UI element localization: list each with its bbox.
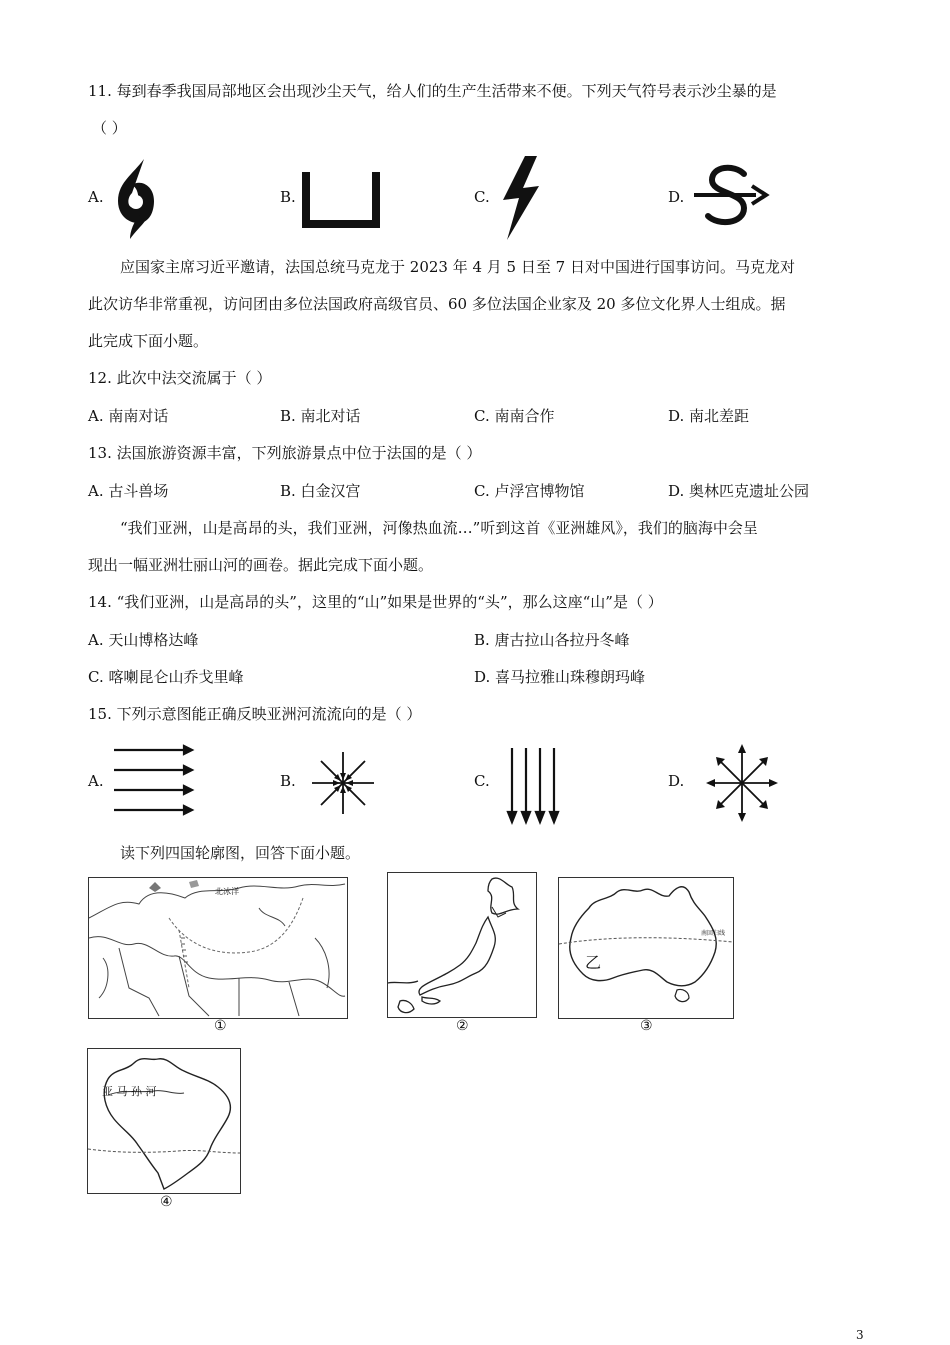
passage1-line3: 此完成下面小题。 bbox=[88, 332, 209, 350]
q12-option-a: A. 南南对话 bbox=[88, 407, 169, 425]
parallel-south-arrows-icon bbox=[506, 746, 562, 822]
q15-option-a-label: A. bbox=[88, 772, 104, 790]
q14-option-a: A. 天山博格达峰 bbox=[88, 631, 199, 649]
q11-stem-line2: （ ） bbox=[92, 119, 127, 137]
passage1-line1: 应国家主席习近平邀请，法国总统马克龙于 2023 年 4 月 5 日至 7 日对中国进行国事访问。马克龙对 bbox=[120, 258, 795, 276]
q11-option-c-label: C. bbox=[474, 188, 490, 206]
q15-stem: 15. 下列示意图能正确反映亚洲河流流向的是（ ） bbox=[88, 705, 422, 723]
passage3-line1: 读下列四国轮廓图，回答下面小题。 bbox=[120, 844, 361, 862]
q12-option-b: B. 南北对话 bbox=[280, 407, 361, 425]
passage2-line1: “我们亚洲，山是高昂的头，我们亚洲，河像热血流…”听到这首《亚洲雄风》，我们的脑海中会呈 bbox=[120, 519, 758, 537]
q14-option-c: C. 喀喇昆仑山乔戈里峰 bbox=[88, 668, 244, 686]
arctic-ocean-label: 北冰洋 bbox=[215, 887, 239, 896]
map1-caption: ① bbox=[214, 1018, 227, 1034]
q15-option-b-label: B. bbox=[280, 772, 296, 790]
q13-stem: 13. 法国旅游资源丰富，下列旅游景点中位于法国的是（ ） bbox=[88, 444, 482, 462]
q12-option-c: C. 南南合作 bbox=[474, 407, 555, 425]
japan-outline-map bbox=[387, 872, 537, 1018]
australia-outline-map bbox=[558, 877, 734, 1019]
q14-option-d: D. 喜马拉雅山珠穆朗玛峰 bbox=[474, 668, 646, 686]
thunder-icon bbox=[497, 156, 541, 240]
q11-option-a-label: A. bbox=[88, 188, 104, 206]
q13-option-a: A. 古斗兽场 bbox=[88, 482, 169, 500]
russia-outline-map bbox=[88, 877, 348, 1019]
page-number: 3 bbox=[856, 1328, 864, 1342]
tropic-of-capricorn-label: 南回归线 bbox=[701, 930, 726, 937]
q13-option-b: B. 白金汉宫 bbox=[280, 482, 361, 500]
passage2-line2: 现出一幅亚洲壮丽山河的画卷。据此完成下面小题。 bbox=[88, 556, 434, 574]
parallel-east-arrows-icon bbox=[112, 744, 192, 816]
diverging-arrows-icon bbox=[706, 744, 778, 822]
passage1-line2: 此次访华非常重视，访问团由多位法国政府高级官员、60 多位法国企业家及 20 多位文化界人士组成。据 bbox=[88, 295, 786, 313]
q11-stem-line1: 11. 每到春季我国局部地区会出现沙尘天气，给人们的生产生活带来不便。下列天气符号表示沙尘暴的是 bbox=[88, 82, 777, 100]
brazil-outline-map bbox=[87, 1048, 241, 1194]
q12-option-d: D. 南北差距 bbox=[668, 407, 750, 425]
q14-option-b: B. 唐古拉山各拉丹冬峰 bbox=[474, 631, 630, 649]
q13-option-d: D. 奥林匹克遗址公园 bbox=[668, 482, 810, 500]
q11-option-b-label: B. bbox=[280, 188, 296, 206]
map4-caption: ④ bbox=[160, 1194, 173, 1210]
map3-caption: ③ bbox=[640, 1018, 653, 1034]
converging-arrows-icon bbox=[310, 750, 376, 816]
q12-stem: 12. 此次中法交流属于（ ） bbox=[88, 369, 272, 387]
q11-option-d-label: D. bbox=[668, 188, 685, 206]
label-yi: 乙 bbox=[585, 953, 602, 972]
map2-caption: ② bbox=[456, 1018, 469, 1034]
q15-option-c-label: C. bbox=[474, 772, 490, 790]
fog-icon bbox=[302, 170, 380, 228]
q14-stem: 14. “我们亚洲，山是高昂的头”，这里的“山”如果是世界的“头”，那么这座“山”是（ ） bbox=[88, 593, 663, 611]
sandstorm-icon bbox=[694, 164, 768, 230]
typhoon-icon bbox=[110, 155, 160, 243]
q13-option-c: C. 卢浮宫博物馆 bbox=[474, 482, 585, 500]
amazon-river-label: 亚 马 孙 河 bbox=[102, 1085, 157, 1098]
q15-option-d-label: D. bbox=[668, 772, 685, 790]
